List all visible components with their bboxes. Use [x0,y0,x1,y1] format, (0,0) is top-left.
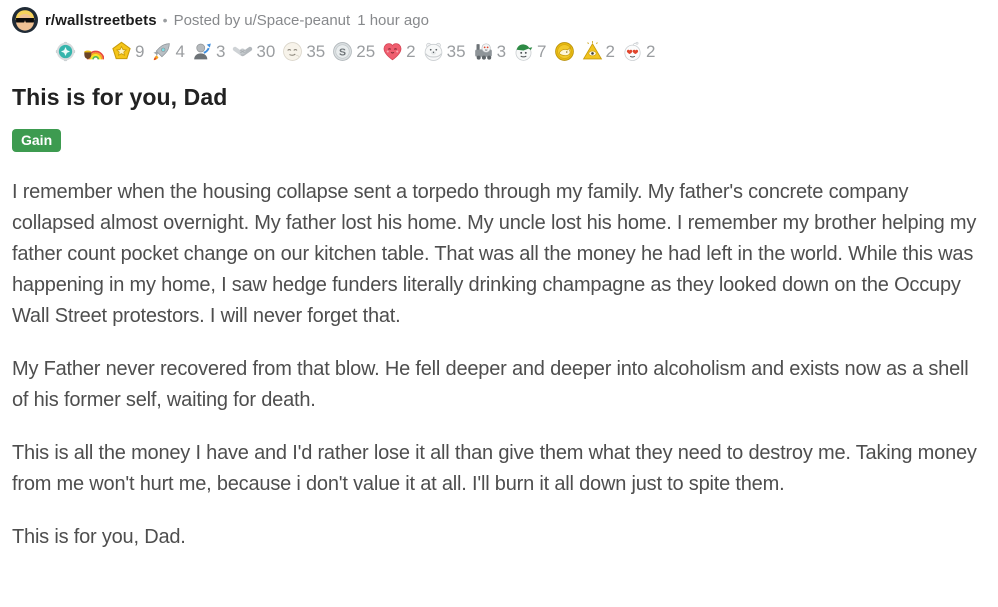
award-heart-eyes-snoo[interactable] [622,41,655,62]
award-count: 2 [406,41,416,61]
snoo-green-cap-icon [513,41,534,62]
award-smirk-face[interactable] [282,41,325,62]
gold-star-badge-icon [111,41,132,62]
award-silver[interactable] [332,41,375,62]
snoo-train-icon [473,41,494,62]
award-ternion-teal-medal[interactable] [55,41,76,62]
award-count: 2 [605,41,615,61]
award-count: 7 [537,41,547,61]
award-snoo-green-cap[interactable] [513,41,546,62]
award-rainbow-pot-of-gold[interactable] [83,41,104,62]
award-count: 35 [306,41,326,61]
smirk-face-icon [282,41,303,62]
author-link[interactable]: u/Space-peanut [244,11,351,29]
posted-by-label: Posted by [173,11,241,29]
award-count: 2 [645,41,656,61]
illuminati-pyramid-icon [582,41,603,62]
award-gold-star-badge[interactable] [111,41,144,62]
award-snoo-suit-upvote[interactable] [192,41,225,62]
timestamp-link[interactable]: 1 hour ago [357,11,429,29]
award-count: 35 [446,41,466,61]
post-title: This is for you, Dad [12,84,228,110]
body-paragraph: This is all the money I have and I'd rather lose it all than give them what they need to destroy me. Taking money from me won't hurt me, because i don't value it at all. I'll burn it all down just to spite them. [12,441,977,495]
award-narwhal-coin[interactable] [554,41,575,62]
award-snoo-train[interactable] [473,41,506,62]
subreddit-name[interactable]: r/wallstreetbets [45,11,157,29]
award-bear-hug[interactable] [423,41,466,62]
wallstreetbets-snoo-avatar-icon [12,7,38,33]
helping-hands-icon [232,41,253,62]
flair-row [12,129,986,152]
narwhal-coin-icon [554,41,575,62]
award-helping-hands[interactable] [232,41,275,62]
body-paragraph: My Father never recovered from that blow. He fell deeper and deeper into alcoholism and exists now as a shell of his former self, waiting for death. [12,357,969,411]
header-separator: • [162,12,168,28]
silver-award-icon [332,41,353,62]
flair-badge-gain[interactable]: Gain [12,129,61,152]
body-paragraph: I remember when the housing collapse sent a torpedo through my family. My father's concrete company collapsed almost overnight. My father lost his home. My uncle lost his home. I remember my brother helping my father count pocket change on our kitchen table. That was all the money he had left in the world. While this was happening in my home, I saw hedge funders literally drinking champagne as they looked down on the Occupy Wall Street protestors. I will never forget that. [12,180,977,327]
bear-hug-icon [423,41,444,62]
rocket-award-icon [151,41,172,62]
award-count: 25 [356,41,376,61]
heart-eyes-snoo-icon [622,41,643,62]
subreddit-avatar[interactable] [12,7,38,33]
award-illuminati-pyramid[interactable] [582,41,615,62]
awards-row [55,39,986,63]
body-paragraph: This is for you, Dad. [12,525,186,548]
rainbow-pot-of-gold-icon [83,41,104,62]
award-wholesome-heart[interactable] [382,41,415,62]
ternion-teal-medal-icon [55,41,76,62]
svg-text:S: S [339,45,347,58]
post-body [12,177,986,553]
award-rocket[interactable] [151,41,184,62]
award-count: 4 [175,41,185,61]
award-count: 3 [215,41,226,61]
wholesome-heart-icon [382,41,403,62]
award-count: 9 [135,41,145,61]
award-count: 3 [496,41,507,61]
post-header [12,6,986,34]
award-count: 30 [256,41,276,61]
snoo-suit-upvote-icon [192,41,213,62]
post-meta [174,12,429,29]
